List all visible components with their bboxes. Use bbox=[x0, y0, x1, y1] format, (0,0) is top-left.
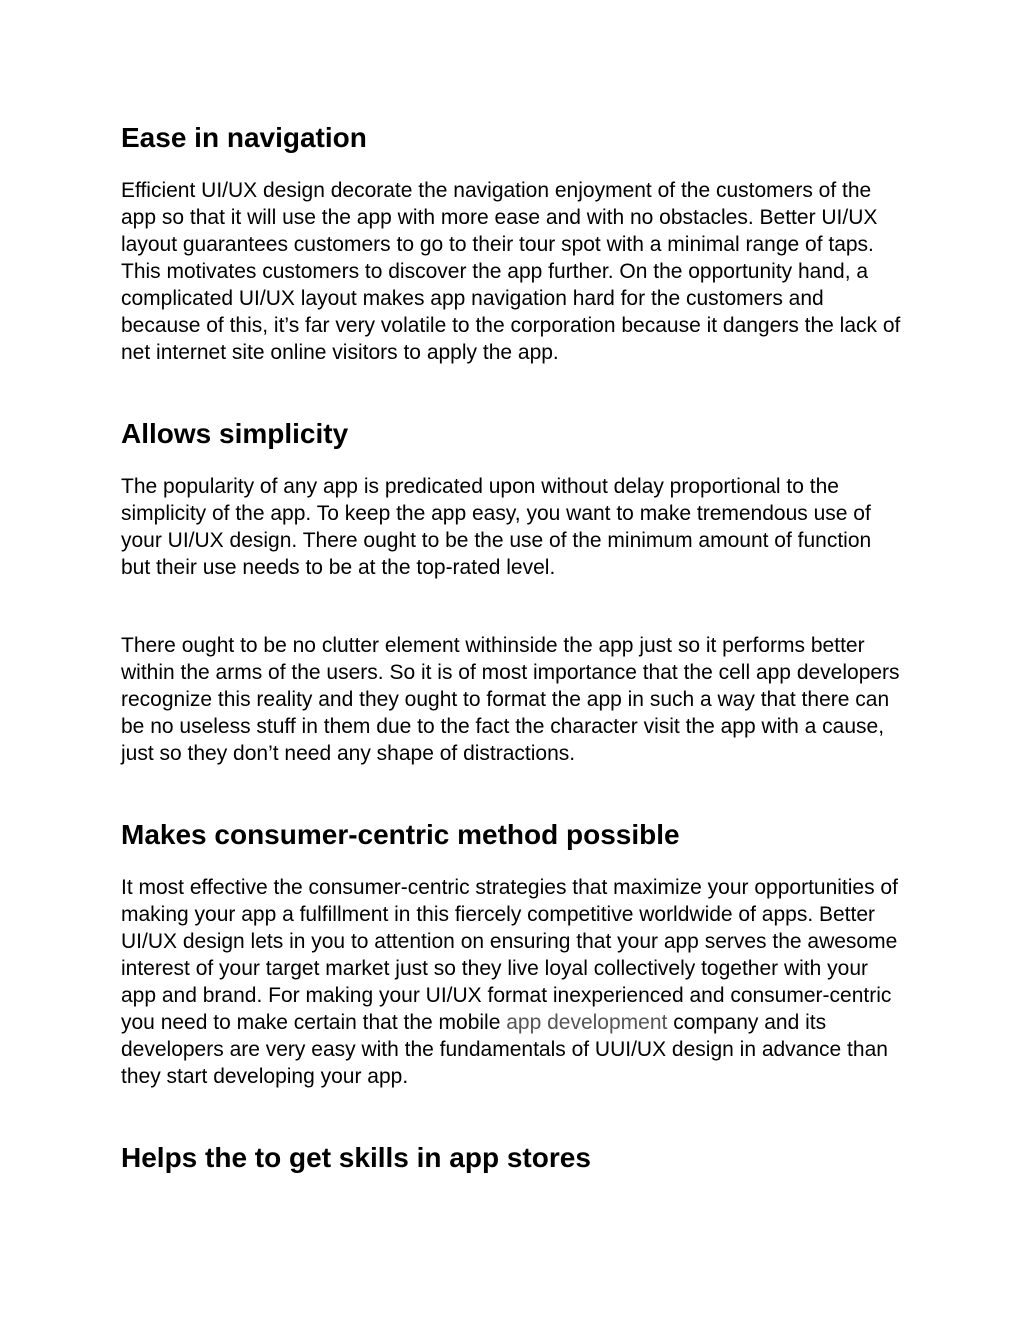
paragraph-text-before-link: It most effective the consumer-centric strategies that maximize your opportunities of making your app a fulfillment in this fiercely competitive worldwide of apps. Better UI/UX design lets in you to attention on ensuring that your app serves the awesome interest of your target market just so they live loyal collectively together with your app and brand. For making your UI/UX format inexperienced and consumer-centric you need to make certain that the mobile bbox=[121, 876, 898, 1034]
paragraph-ease-in-navigation: Efficient UI/UX design decorate the navigation enjoyment of the customers of the app so that it will use the app with more ease and with no obstacles. Better UI/UX layout guarantees customers to go to their tour spot with a minimal range of taps. This motivates customers to discover the app further. On the opportunity hand, a complicated UI/UX layout makes app navigation hard for the customers and because of this, it’s far very volatile to the corporation because it dangers the lack of net internet site online visitors to apply the app. bbox=[121, 179, 901, 364]
heading-app-stores: Helps the to get skills in app stores bbox=[121, 1142, 591, 1173]
paragraph-allows-simplicity-1: The popularity of any app is predicated upon without delay proportional to the simplicity of the app. To keep the app easy, you want to make tremendous use of your UI/UX design. There ought to be the use of the minimum amount of function but their use needs to be at the top-rated level. bbox=[121, 475, 872, 579]
paragraph-consumer-centric bbox=[121, 874, 901, 1090]
app-development-link[interactable]: app development bbox=[506, 1011, 668, 1034]
heading-allows-simplicity: Allows simplicity bbox=[121, 418, 349, 449]
paragraph-text-after-link: company and its developers are very easy with the fundamentals of UUI/UX design in advance than they start developing your app. bbox=[121, 1011, 888, 1088]
heading-consumer-centric: Makes consumer-centric method possible bbox=[121, 819, 680, 850]
heading-ease-in-navigation: Ease in navigation bbox=[121, 122, 367, 153]
paragraph-allows-simplicity-2: There ought to be no clutter element withinside the app just so it performs better within the arms of the users. So it is of most importance that the cell app developers recognize this reality and they ought to format the app in such a way that there can be no useless stuff in them due to the fact the character visit the app with a cause, just so they don’t need any shape of distractions. bbox=[121, 634, 900, 765]
